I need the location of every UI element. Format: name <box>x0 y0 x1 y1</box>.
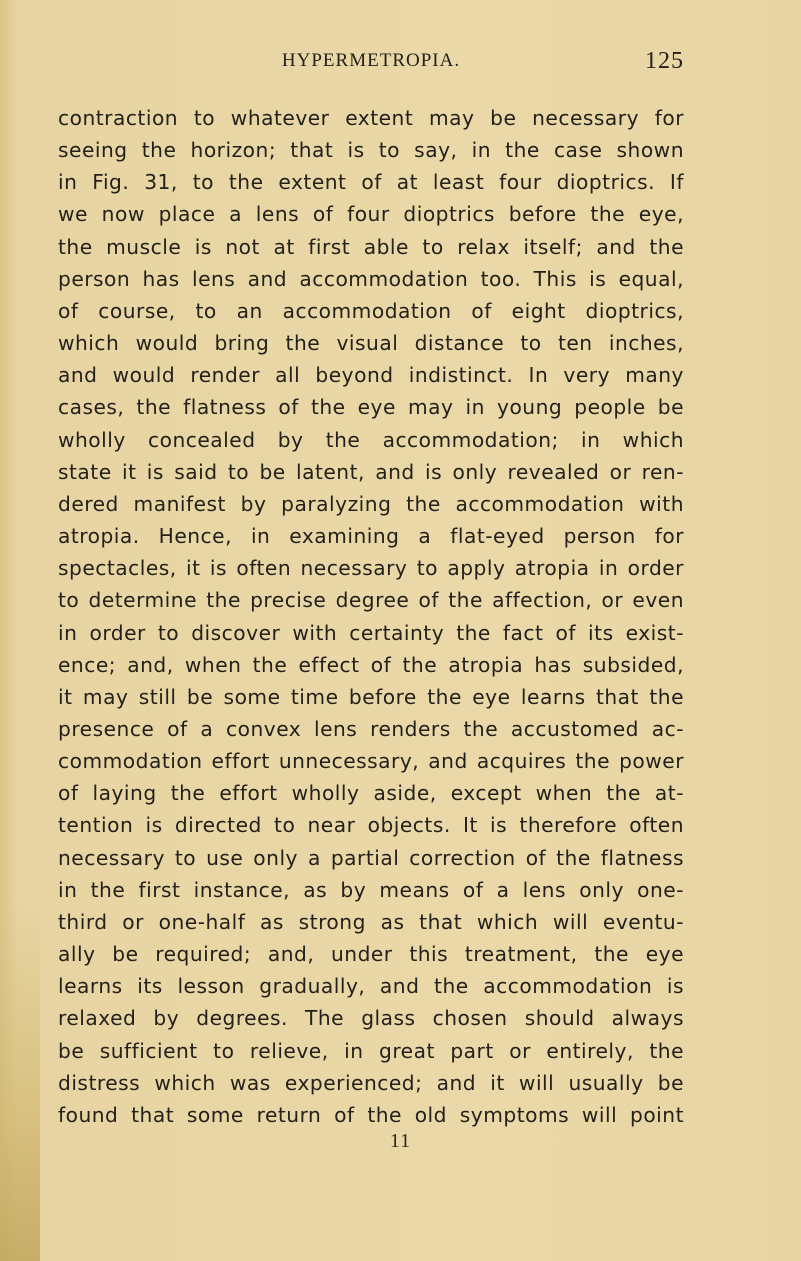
page-number: 125 <box>645 48 684 74</box>
text-line: to determine the precise degree of the affection, or even <box>58 588 684 613</box>
text-line: which would bring the visual distance to ten inches, <box>58 331 684 356</box>
text-line: commodation effort unnecessary, and acquires the power <box>58 749 684 774</box>
text-line: wholly concealed by the accommodation; in which <box>58 427 684 452</box>
text-line: be sufficient to relieve, in great part or entirely, the <box>58 1038 684 1063</box>
text-line: dered manifest by paralyzing the accommodation with <box>58 491 684 516</box>
text-line: necessary to use only a partial correction of the flatness <box>58 845 684 870</box>
text-line: person has lens and accommodation too. This is equal, <box>58 266 684 291</box>
text-line: tention is directed to near objects. It is therefore often <box>58 813 684 838</box>
text-line: learns its lesson gradually, and the accommodation is <box>58 974 684 999</box>
running-head: HYPERMETROPIA. <box>281 50 461 71</box>
text-line: presence of a convex lens renders the accustomed ac- <box>58 716 684 741</box>
text-line: of course, to an accommodation of eight dioptrics, <box>58 298 684 323</box>
text-line: seeing the horizon; that is to say, in the case shown <box>58 138 684 163</box>
text-line: contraction to whatever extent may be necessary for <box>58 106 684 130</box>
text-line: distress which was experienced; and it will usually be <box>58 1070 684 1095</box>
text-line: found that some return of the old symptoms will point <box>58 1102 684 1127</box>
body-text <box>58 102 698 1131</box>
text-line: spectacles, it is often necessary to apply atropia in order <box>58 556 684 581</box>
text-line: ence; and, when the effect of the atropia has subsided, <box>58 652 684 677</box>
text-line: in the first instance, as by means of a lens only one- <box>58 877 684 902</box>
text-line: we now place a lens of four dioptrics before the eye, <box>58 202 684 227</box>
text-line: third or one-half as strong as that which will eventu- <box>58 909 684 934</box>
text-line: in order to discover with certainty the fact of its exist- <box>58 620 684 645</box>
text-line: and would render all beyond indistinct. In very many <box>58 363 684 388</box>
signature-mark: 11 <box>389 1130 412 1152</box>
text-line: relaxed by degrees. The glass chosen should always <box>58 1006 684 1031</box>
text-line: atropia. Hence, in examining a flat-eyed person for <box>58 524 684 549</box>
text-line: in Fig. 31, to the extent of at least four dioptrics. If <box>58 170 684 195</box>
page-edge-shading <box>0 900 40 1261</box>
text-line: ally be required; and, under this treatment, the eye <box>58 942 684 967</box>
page-header <box>58 50 684 80</box>
text-line: of laying the effort wholly aside, except when the at- <box>58 781 684 806</box>
text-line: it may still be some time before the eye learns that the <box>58 684 684 709</box>
text-line: state it is said to be latent, and is only revealed or ren- <box>58 459 684 484</box>
text-line: the muscle is not at first able to relax itself; and the <box>58 234 684 259</box>
text-line: cases, the flatness of the eye may in young people be <box>58 395 684 420</box>
